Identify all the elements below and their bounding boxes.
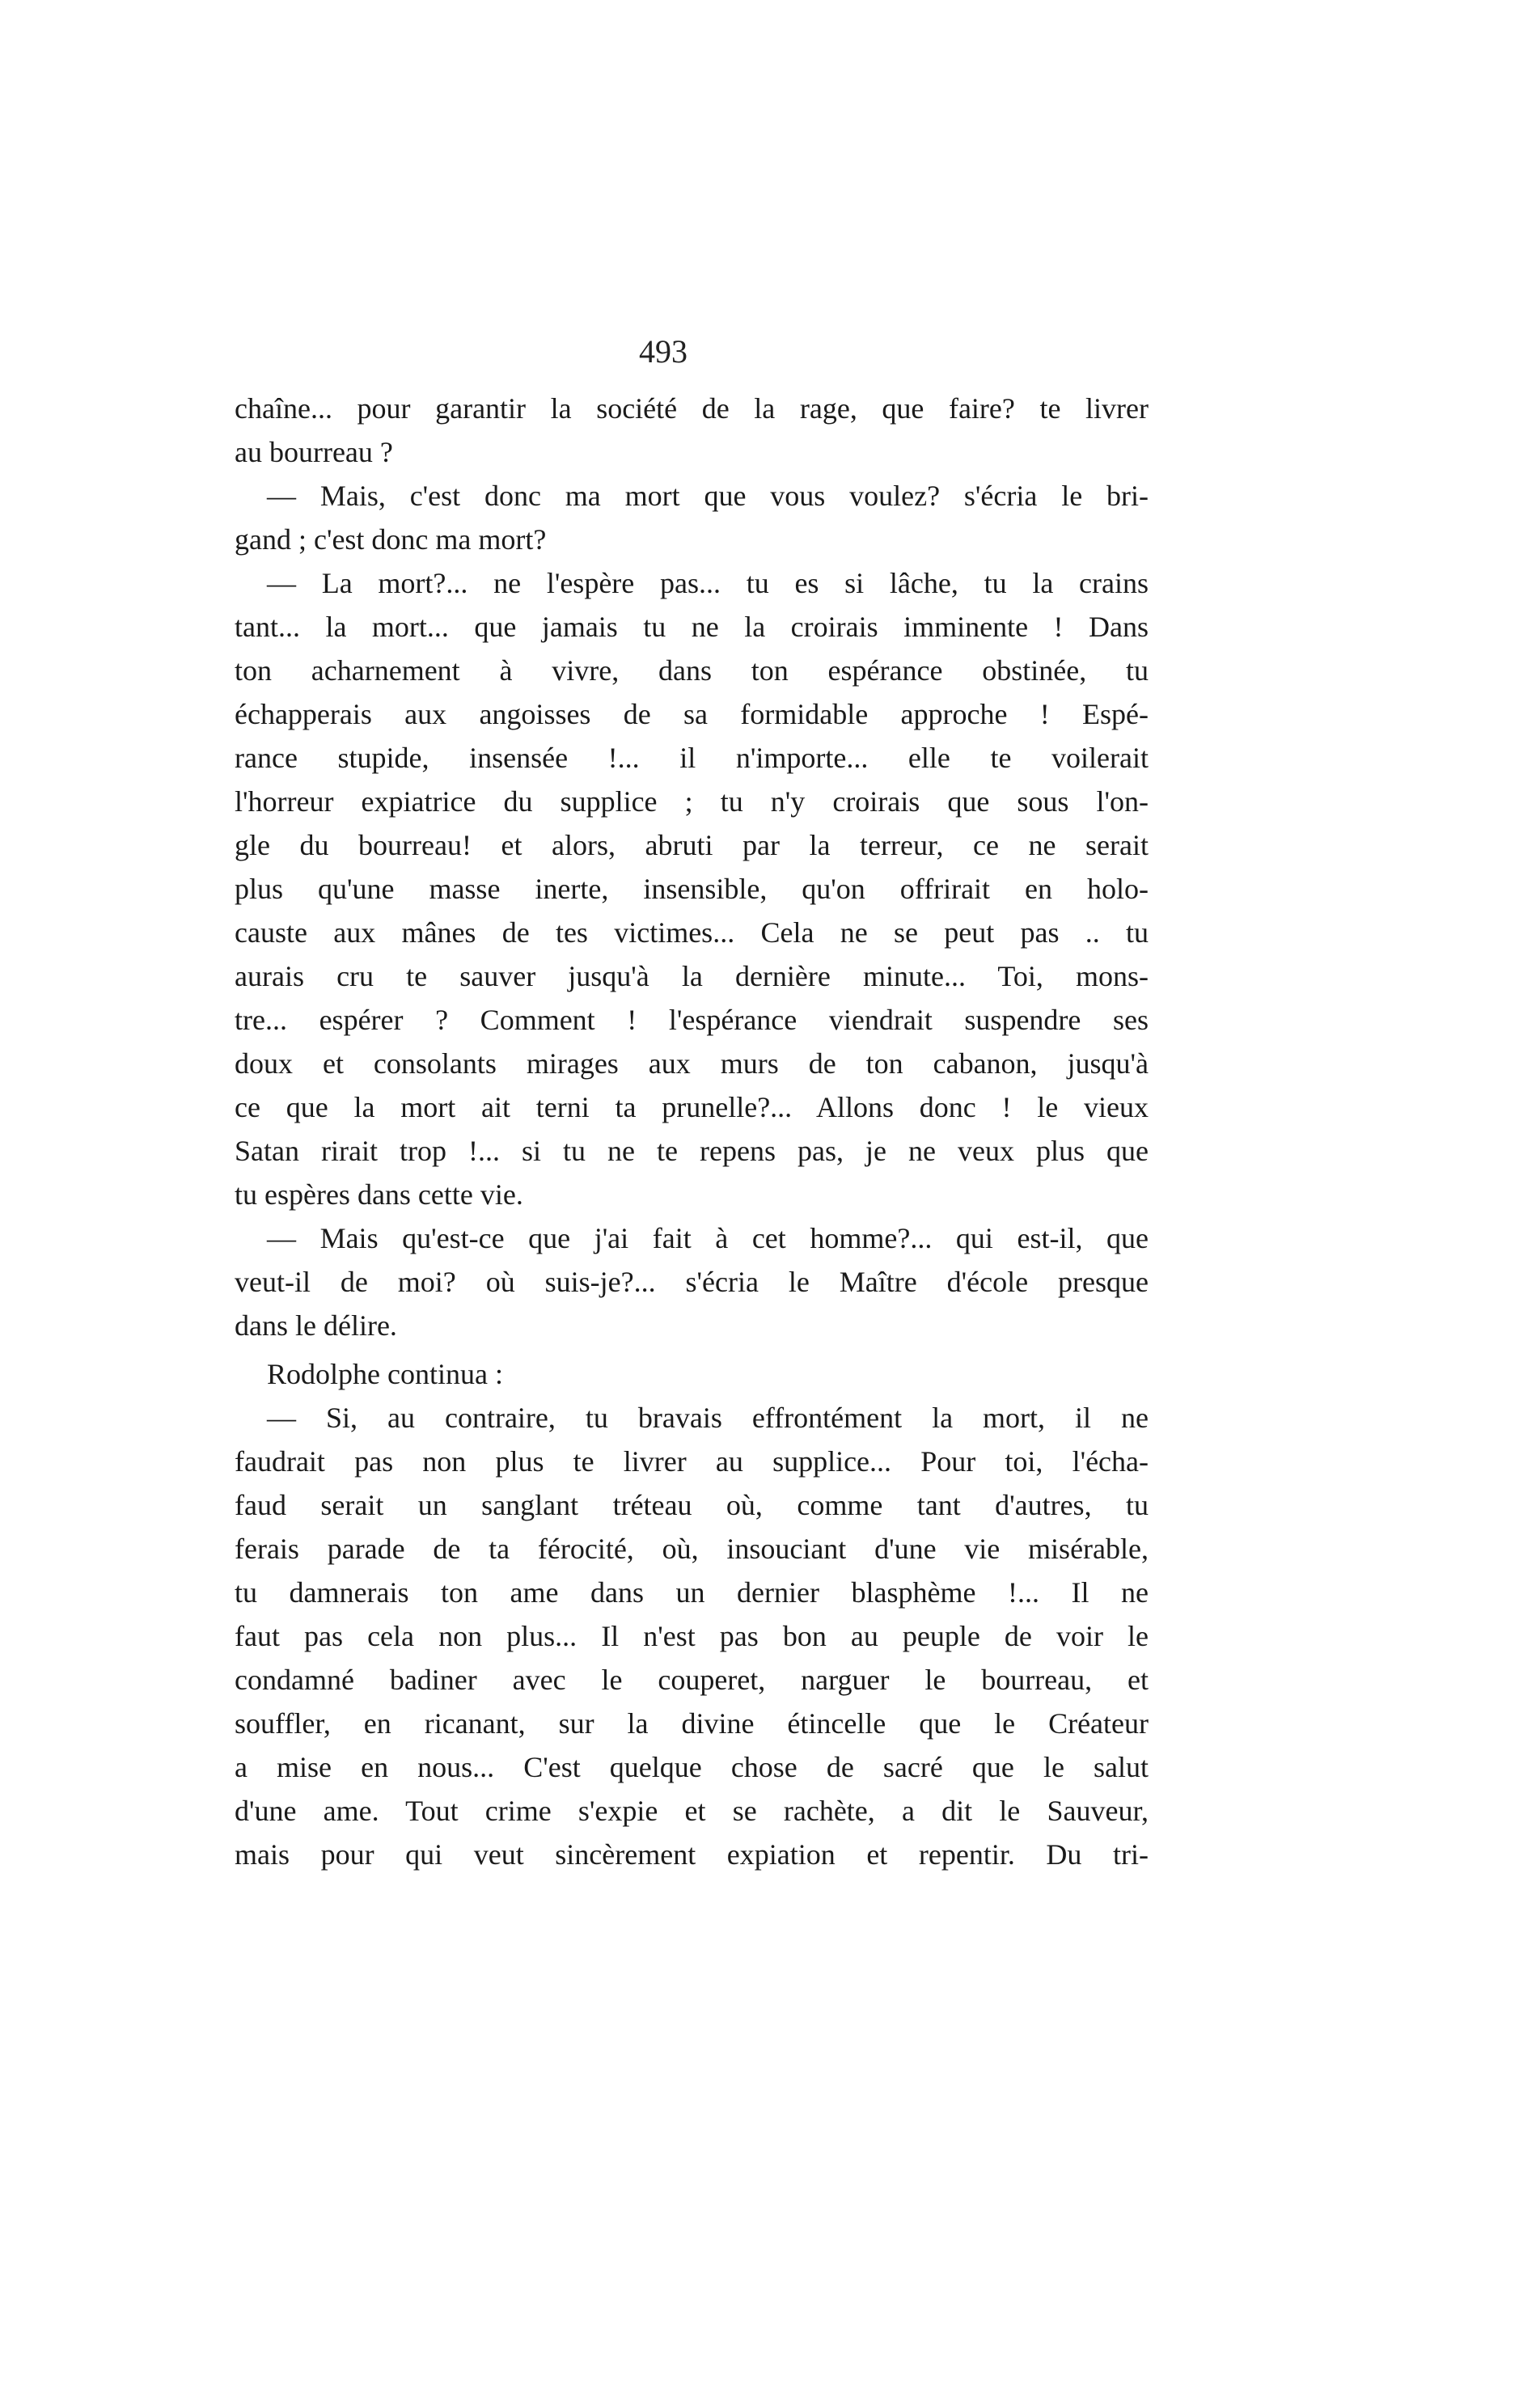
text-line: tant... la mort... que jamais tu ne la croirais imminente ! Dans [235,611,1149,643]
text-line: Rodolphe continua : [267,1358,503,1390]
text-line: d'une ame. Tout crime s'expie et se rachète, a dit le Sauveur, [235,1795,1149,1827]
text-line: — Si, au contraire, tu bravais effrontément la mort, il ne [267,1402,1149,1434]
text-line: au bourreau ? [235,436,393,468]
body-text [235,387,1149,1876]
text-line: aurais cru te sauver jusqu'à la dernière minute... Toi, mons- [235,960,1149,992]
text-line: condamné badiner avec le couperet, narguer le bourreau, et [235,1664,1149,1696]
text-line: tre... espérer ? Comment ! l'espérance viendrait suspendre ses [235,1004,1149,1036]
text-line: doux et consolants mirages aux murs de ton cabanon, jusqu'à [235,1047,1149,1080]
text-line: souffler, en ricanant, sur la divine étincelle que le Créateur [235,1707,1149,1740]
text-line: rance stupide, insensée !... il n'importe... elle te voilerait [235,742,1149,774]
text-line: faud serait un sanglant tréteau où, comme tant d'autres, tu [235,1489,1149,1521]
text-line: l'horreur expiatrice du supplice ; tu n'y croirais que sous l'on- [235,785,1149,818]
text-line: Satan rirait trop !... si tu ne te repens pas, je ne veux plus que [235,1135,1149,1167]
text-line: ton acharnement à vivre, dans ton espérance obstinée, tu [235,654,1149,687]
text-line: gle du bourreau! et alors, abruti par la terreur, ce ne serait [235,829,1149,861]
text-line: — Mais qu'est-ce que j'ai fait à cet homme?... qui est-il, que [267,1222,1149,1254]
text-line: plus qu'une masse inerte, insensible, qu'on offrirait en holo- [235,873,1149,905]
text-line: tu espères dans cette vie. [235,1178,523,1211]
text-line: veut-il de moi? où suis-je?... s'écria le Maître d'école presque [235,1266,1149,1298]
text-line: a mise en nous... C'est quelque chose de sacré que le salut [235,1751,1149,1783]
text-line: chaîne... pour garantir la société de la rage, que faire? te livrer [235,392,1149,425]
text-line: causte aux mânes de tes victimes... Cela ne se peut pas .. tu [235,916,1149,949]
text-line: dans le délire. [235,1309,397,1342]
text-line: gand ; c'est donc ma mort? [235,523,547,556]
text-line: faudrait pas non plus te livrer au supplice... Pour toi, l'écha- [235,1445,1149,1478]
text-line: ferais parade de ta férocité, où, insouciant d'une vie misérable, [235,1533,1149,1565]
text-line: mais pour qui veut sincèrement expiation et repentir. Du tri- [235,1838,1149,1871]
text-line: faut pas cela non plus... Il n'est pas bon au peuple de voir le [235,1620,1149,1652]
text-line: échapperais aux angoisses de sa formidable approche ! Espé- [235,698,1149,730]
text-line: — Mais, c'est donc ma mort que vous voulez? s'écria le bri- [267,480,1149,512]
text-line: ce que la mort ait terni ta prunelle?... Allons donc ! le vieux [235,1091,1149,1123]
text-line: — La mort?... ne l'espère pas... tu es si lâche, tu la crains [267,567,1149,599]
page-number: 493 [639,333,688,370]
text-line: tu damnerais ton ame dans un dernier blasphème !... Il ne [235,1576,1149,1609]
